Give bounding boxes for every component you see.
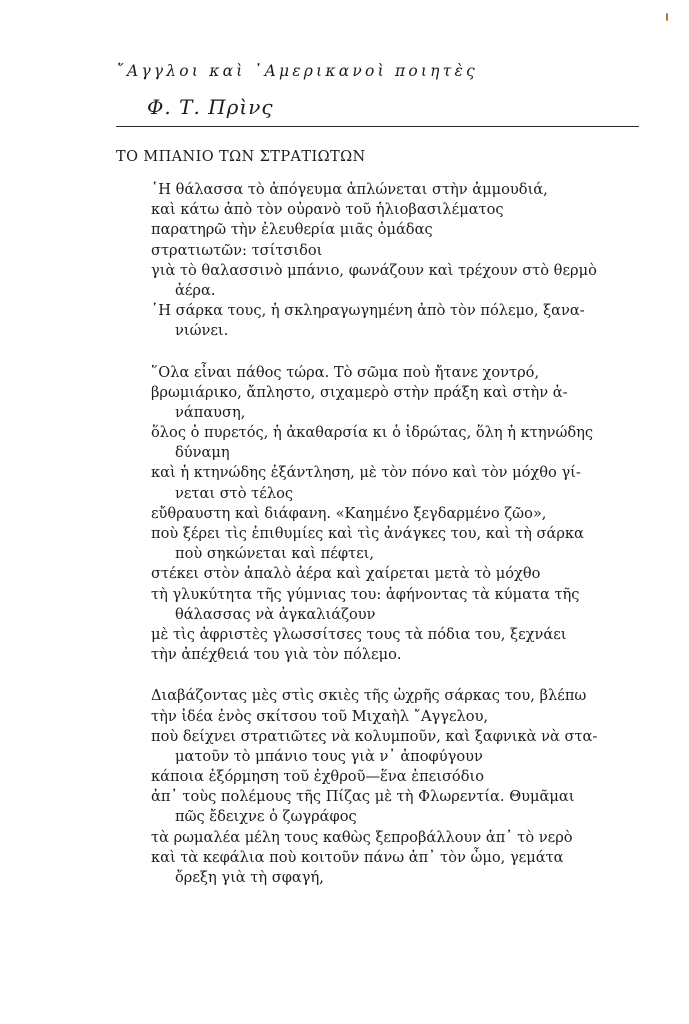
stanza	[151, 180, 641, 342]
poem-line: στρατιωτῶν: τσίτσιδοι	[151, 241, 323, 259]
stanza	[151, 686, 641, 888]
poem-line-continuation: πῶς ἔδειχνε ὁ ζωγράφος	[175, 808, 357, 826]
poem-line-continuation: ἀέρα.	[175, 281, 216, 299]
author-name: Φ. Τ. Πρὶνς	[147, 95, 274, 119]
poem-line: καὶ τὰ κεφάλια ποὺ κοιτοῦν πάνω ἀπ᾿ τὸν ὦμο, γεμάτα	[151, 848, 564, 866]
poem-line: ῞Ολα εἶναι πάθος τώρα. Τὸ σῶμα ποὺ ἤτανε χοντρό,	[151, 363, 540, 381]
poem-line-continuation: ὄρεξη γιὰ τὴ σφαγή,	[175, 869, 324, 886]
running-head: ῎Αγγλοι καὶ ᾿Αμερικανοὶ ποιητὲς	[116, 62, 478, 80]
stanza-break	[151, 665, 641, 686]
poem-line: κάποια ἐξόρμηση τοῦ ἐχθροῦ—ἕνα ἐπεισόδιο	[151, 768, 484, 786]
stanza-break	[151, 342, 641, 363]
poem-line: τὴν ἰδέα ἑνὸς σκίτσου τοῦ Μιχαὴλ ῎Αγγελου,	[151, 707, 489, 725]
poem-line: Διαβάζοντας μὲς στὶς σκιὲς τῆς ὠχρῆς σάρκας του, βλέπω	[151, 687, 587, 705]
poem-line: τὰ ρωμαλέα μέλη τους καθὼς ξεπροβάλλουν ἀπ᾿ τὸ νερὸ	[151, 828, 573, 846]
poem-line: ὅλος ὁ πυρετός, ἡ ἀκαθαρσία κι ὁ ἱδρώτας, ὅλη ἡ κτηνώδης	[151, 424, 594, 442]
header-rule	[116, 126, 639, 127]
poem-line: παρατηρῶ τὴν ἐλευθερία μιᾶς ὁμάδας	[151, 221, 433, 239]
poem-line: μὲ τὶς ἀφριστὲς γλωσσίτσες τους τὰ πόδια του, ξεχνάει	[151, 625, 567, 643]
poem-line: ποὺ ξέρει τὶς ἐπιθυμίες καὶ τὶς ἀνάγκες του, καὶ τὴ σάρκα	[151, 525, 584, 542]
poem-line: τὴν ἀπέχθειά του γιὰ τὸν πόλεμο.	[151, 646, 402, 664]
poem-line-continuation: δύναμη	[175, 444, 230, 462]
poem-line: γιὰ τὸ θαλασσινὸ μπάνιο, φωνάζουν καὶ τρέχουν στὸ θερμὸ	[151, 261, 597, 279]
margin-mark	[666, 13, 668, 21]
poem-line: ποὺ δείχνει στρατιῶτες νὰ κολυμποῦν, καὶ ξαφνικὰ νὰ στα-	[151, 727, 598, 745]
poem-line: ῾Η θάλασσα τὸ ἀπόγευμα ἁπλώνεται στὴν ἀμμουδιά,	[151, 181, 548, 198]
poem-line-continuation: νιώνει.	[175, 322, 229, 340]
poem-line: καὶ κάτω ἀπὸ τὸν οὐρανὸ τοῦ ἡλιοβασιλέματος	[151, 201, 504, 219]
poem-line-continuation: ματοῦν τὸ μπάνιο τους γιὰ ν᾿ ἀποφύγουν	[175, 747, 483, 765]
poem-line: τὴ γλυκύτητα τῆς γύμνιας του: ἀφήνοντας τὰ κύματα τῆς	[151, 585, 580, 603]
poem-title: ΤΟ ΜΠΑΝΙΟ ΤΩΝ ΣΤΡΑΤΙΩΤΩΝ	[116, 149, 366, 165]
poem-line: εὔθραυστη καὶ διάφανη. «Καημένο ξεγδαρμένο ζῶο»,	[151, 504, 547, 522]
poem-line: στέκει στὸν ἁπαλὸ ἀέρα καὶ χαίρεται μετὰ τὸ μόχθο	[151, 565, 541, 583]
poem-line-continuation: ποὺ σηκώνεται καὶ πέφτει,	[175, 545, 375, 563]
poem-body	[151, 180, 641, 888]
poem-line: ἀπ᾿ τοὺς πολέμους τῆς Πίζας μὲ τὴ Φλωρεντία. Θυμᾶμαι	[151, 788, 575, 806]
stanza	[151, 363, 641, 666]
poem-line: βρωμιάρικο, ἄπληστο, σιχαμερὸ στὴν πράξη καὶ στὴν ἀ-	[151, 383, 568, 401]
poem-line-continuation: θάλασσας νὰ ἀγκαλιάζουν	[175, 605, 376, 623]
poem-line-continuation: νεται στὸ τέλος	[175, 484, 294, 502]
poem-line: καὶ ἡ κτηνώδης ἐξάντληση, μὲ τὸν πόνο καὶ τὸν μόχθο γί-	[151, 464, 581, 482]
poem-line: ῾Η σάρκα τους, ἡ σκληραγωγημένη ἀπὸ τὸν πόλεμο, ξανα-	[151, 302, 585, 320]
poem-line-continuation: νάπαυση,	[175, 403, 246, 421]
